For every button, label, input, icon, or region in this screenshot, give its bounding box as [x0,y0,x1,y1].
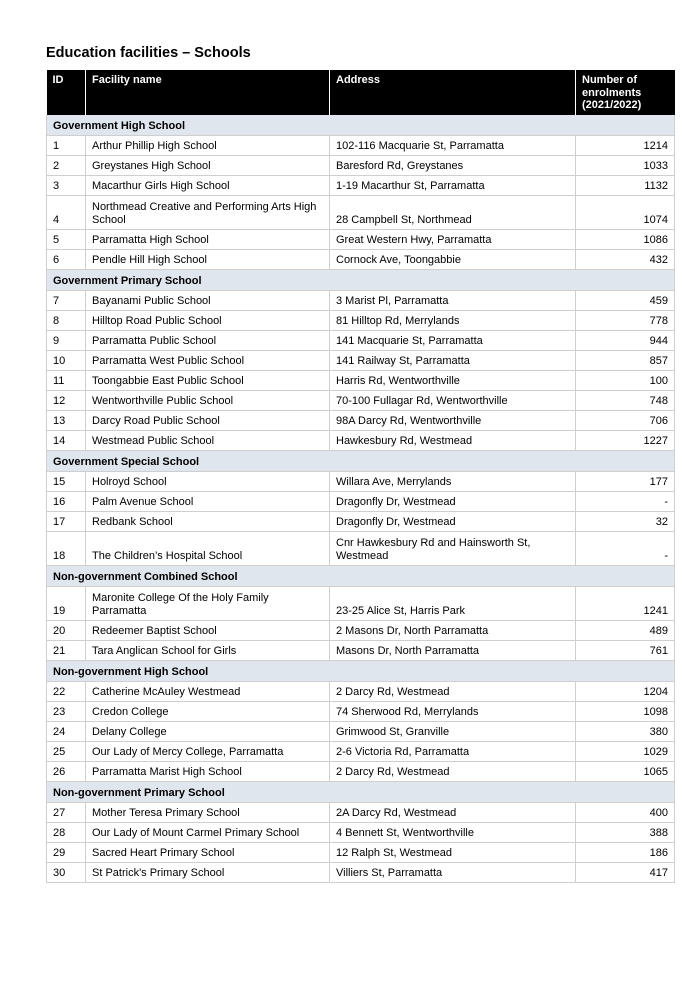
cell-enrolments: 1227 [576,431,675,451]
cell-address: 141 Macquarie St, Parramatta [330,331,576,351]
cell-enrolments: 1098 [576,702,675,722]
group-label: Government Primary School [47,270,675,291]
table-row [47,762,675,782]
cell-facility-name: Redeemer Baptist School [86,621,330,641]
cell-id: 16 [47,492,86,512]
cell-enrolments: 1086 [576,230,675,250]
cell-id: 1 [47,136,86,156]
cell-address: Dragonfly Dr, Westmead [330,492,576,512]
cell-id: 3 [47,176,86,196]
cell-facility-name: Bayanami Public School [86,291,330,311]
cell-facility-name: Tara Anglican School for Girls [86,641,330,661]
table-row [47,331,675,351]
table-row [47,472,675,492]
cell-facility-name: Credon College [86,702,330,722]
cell-id: 8 [47,311,86,331]
group-label: Non-government High School [47,661,675,682]
cell-facility-name: St Patrick's Primary School [86,863,330,883]
table-row [47,803,675,823]
table-row [47,863,675,883]
cell-id: 22 [47,682,86,702]
cell-address: Baresford Rd, Greystanes [330,156,576,176]
cell-enrolments: 459 [576,291,675,311]
cell-id: 29 [47,843,86,863]
cell-address: Great Western Hwy, Parramatta [330,230,576,250]
table-row [47,196,675,230]
cell-facility-name: Catherine McAuley Westmead [86,682,330,702]
table-body [47,115,675,883]
cell-id: 9 [47,331,86,351]
cell-facility-name: Holroyd School [86,472,330,492]
cell-facility-name: Our Lady of Mercy College, Parramatta [86,742,330,762]
table-row [47,682,675,702]
cell-enrolments: 489 [576,621,675,641]
cell-address: Willara Ave, Merrylands [330,472,576,492]
table-row [47,250,675,270]
header-address: Address [330,70,576,115]
cell-address: 3 Marist Pl, Parramatta [330,291,576,311]
table-row [47,311,675,331]
cell-address: 2-6 Victoria Rd, Parramatta [330,742,576,762]
table-row [47,492,675,512]
cell-address: Cornock Ave, Toongabbie [330,250,576,270]
table-row [47,823,675,843]
cell-id: 19 [47,587,86,621]
table-row [47,587,675,621]
cell-address: Dragonfly Dr, Westmead [330,512,576,532]
header-row [47,70,675,115]
cell-facility-name: Northmead Creative and Performing Arts High School [86,196,330,230]
table-row [47,532,675,566]
cell-enrolments: 417 [576,863,675,883]
cell-facility-name: Parramatta High School [86,230,330,250]
cell-id: 20 [47,621,86,641]
cell-id: 27 [47,803,86,823]
cell-enrolments: 857 [576,351,675,371]
cell-id: 28 [47,823,86,843]
cell-enrolments: 177 [576,472,675,492]
cell-facility-name: Darcy Road Public School [86,411,330,431]
cell-facility-name: Parramatta West Public School [86,351,330,371]
cell-facility-name: Palm Avenue School [86,492,330,512]
cell-enrolments: 1074 [576,196,675,230]
cell-enrolments: 432 [576,250,675,270]
table-row [47,702,675,722]
cell-address: 141 Railway St, Parramatta [330,351,576,371]
table-row [47,843,675,863]
cell-enrolments: 32 [576,512,675,532]
group-row [47,782,675,803]
cell-enrolments: 1029 [576,742,675,762]
group-label: Non-government Primary School [47,782,675,803]
cell-address: 81 Hilltop Rd, Merrylands [330,311,576,331]
cell-facility-name: Pendle Hill High School [86,250,330,270]
cell-address: 12 Ralph St, Westmead [330,843,576,863]
cell-address: Villiers St, Parramatta [330,863,576,883]
cell-id: 25 [47,742,86,762]
cell-address: 4 Bennett St, Wentworthville [330,823,576,843]
cell-facility-name: Mother Teresa Primary School [86,803,330,823]
cell-id: 2 [47,156,86,176]
cell-enrolments: 1214 [576,136,675,156]
cell-enrolments: - [576,532,675,566]
cell-enrolments: 1065 [576,762,675,782]
group-row [47,115,675,136]
cell-facility-name: Parramatta Public School [86,331,330,351]
cell-address: Cnr Hawkesbury Rd and Hainsworth St, Westmead [330,532,576,566]
cell-id: 6 [47,250,86,270]
table-row [47,641,675,661]
cell-address: 102-116 Macquarie St, Parramatta [330,136,576,156]
cell-enrolments: 944 [576,331,675,351]
cell-enrolments: 186 [576,843,675,863]
cell-id: 7 [47,291,86,311]
cell-facility-name: Parramatta Marist High School [86,762,330,782]
cell-id: 30 [47,863,86,883]
cell-address: 23-25 Alice St, Harris Park [330,587,576,621]
cell-facility-name: Our Lady of Mount Carmel Primary School [86,823,330,843]
cell-id: 5 [47,230,86,250]
cell-id: 11 [47,371,86,391]
cell-enrolments: 1241 [576,587,675,621]
group-row [47,566,675,587]
cell-enrolments: 388 [576,823,675,843]
cell-address: 70-100 Fullagar Rd, Wentworthville [330,391,576,411]
header-id: ID [47,70,86,115]
table-header [47,70,675,115]
cell-id: 17 [47,512,86,532]
cell-facility-name: The Children’s Hospital School [86,532,330,566]
cell-facility-name: Westmead Public School [86,431,330,451]
cell-facility-name: Delany College [86,722,330,742]
table-row [47,391,675,411]
table-row [47,722,675,742]
cell-enrolments: 100 [576,371,675,391]
cell-id: 21 [47,641,86,661]
cell-address: Masons Dr, North Parramatta [330,641,576,661]
table-row [47,371,675,391]
group-row [47,661,675,682]
cell-address: 98A Darcy Rd, Wentworthville [330,411,576,431]
cell-id: 14 [47,431,86,451]
cell-enrolments: 761 [576,641,675,661]
cell-id: 26 [47,762,86,782]
header-facility-name: Facility name [86,70,330,115]
table-row [47,512,675,532]
cell-enrolments: - [576,492,675,512]
cell-facility-name: Maronite College Of the Holy Family Parramatta [86,587,330,621]
header-enrolments: Number of enrolments (2021/2022) [576,70,675,115]
cell-enrolments: 380 [576,722,675,742]
table-row [47,176,675,196]
table-row [47,291,675,311]
table-row [47,742,675,762]
cell-address: Hawkesbury Rd, Westmead [330,431,576,451]
cell-enrolments: 1132 [576,176,675,196]
cell-facility-name: Wentworthville Public School [86,391,330,411]
cell-id: 4 [47,196,86,230]
cell-address: 2 Darcy Rd, Westmead [330,762,576,782]
cell-facility-name: Macarthur Girls High School [86,176,330,196]
cell-facility-name: Toongabbie East Public School [86,371,330,391]
cell-enrolments: 1204 [576,682,675,702]
group-row [47,451,675,472]
cell-facility-name: Redbank School [86,512,330,532]
group-label: Non-government Combined School [47,566,675,587]
table-row [47,156,675,176]
cell-address: Grimwood St, Granville [330,722,576,742]
cell-address: 2 Darcy Rd, Westmead [330,682,576,702]
table-row [47,230,675,250]
group-label: Government Special School [47,451,675,472]
table-row [47,136,675,156]
cell-enrolments: 400 [576,803,675,823]
cell-facility-name: Hilltop Road Public School [86,311,330,331]
cell-address: 2 Masons Dr, North Parramatta [330,621,576,641]
cell-id: 12 [47,391,86,411]
cell-facility-name: Greystanes High School [86,156,330,176]
cell-enrolments: 748 [576,391,675,411]
cell-enrolments: 706 [576,411,675,431]
cell-facility-name: Sacred Heart Primary School [86,843,330,863]
table-row [47,621,675,641]
cell-address: 28 Campbell St, Northmead [330,196,576,230]
cell-enrolments: 778 [576,311,675,331]
cell-enrolments: 1033 [576,156,675,176]
cell-id: 15 [47,472,86,492]
cell-address: Harris Rd, Wentworthville [330,371,576,391]
cell-id: 24 [47,722,86,742]
cell-address: 2A Darcy Rd, Westmead [330,803,576,823]
cell-address: 1-19 Macarthur St, Parramatta [330,176,576,196]
table-row [47,351,675,371]
cell-id: 13 [47,411,86,431]
table-row [47,431,675,451]
schools-table [46,70,675,883]
cell-id: 23 [47,702,86,722]
cell-id: 18 [47,532,86,566]
cell-id: 10 [47,351,86,371]
group-row [47,270,675,291]
table-row [47,411,675,431]
cell-facility-name: Arthur Phillip High School [86,136,330,156]
page-title: Education facilities – Schools [46,45,251,61]
group-label: Government High School [47,115,675,136]
cell-address: 74 Sherwood Rd, Merrylands [330,702,576,722]
